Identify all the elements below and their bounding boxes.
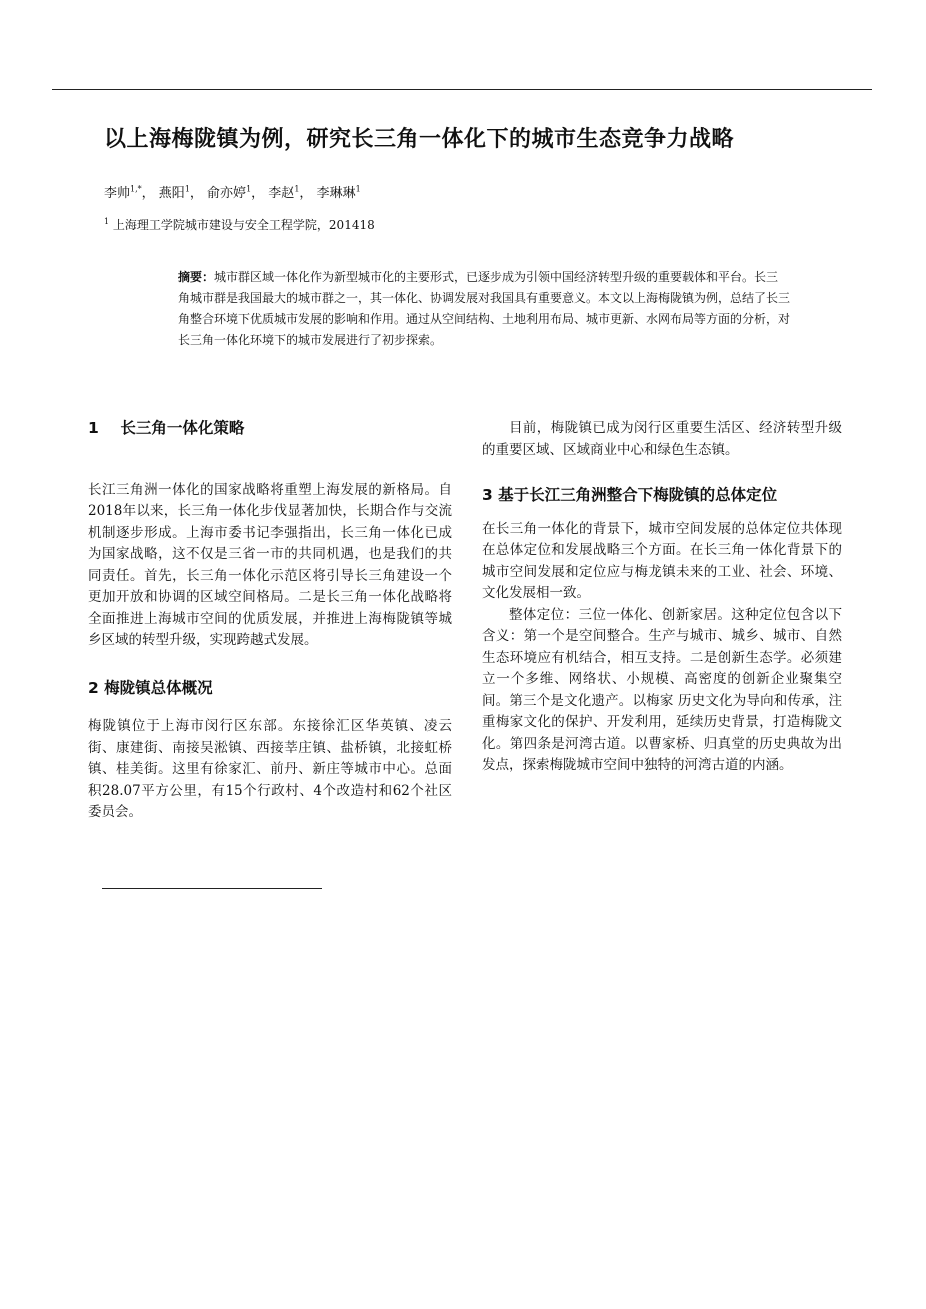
author-name: 俞亦婷 — [207, 186, 247, 201]
left-column — [88, 418, 452, 824]
abstract-label: 摘要： — [178, 270, 215, 284]
section-2-continued-paragraph: 目前，梅陇镇已成为闵行区重要生活区、经济转型升级的重要区域、区域商业中心和绿色生态镇。 — [482, 420, 842, 458]
author-list: 李帅$^{1,*}$， 燕阳$^1$， 俞亦婷$^1$， 李赵$^1$， 李琳琳$^1$ — [104, 184, 361, 201]
abstract — [178, 267, 790, 351]
footnote-rule — [102, 888, 322, 889]
author-name: 燕阳 — [158, 186, 185, 201]
author-name: 李帅 — [104, 186, 131, 201]
section-1-heading: 1 长三角一体化策略 — [88, 419, 245, 437]
author-affil-mark: 1,* — [130, 184, 142, 194]
paper-title: 以上海梅陇镇为例，研究长三角一体化下的城市生态竞争力战略 — [104, 127, 735, 152]
author-name: 李琳琳 — [316, 186, 356, 201]
author-name: 李赵 — [268, 186, 295, 201]
author-affil-mark: 1 — [355, 184, 361, 194]
affiliation-mark: 1 — [104, 217, 110, 226]
section-3-paragraph-2: 整体定位：三位一体化、创新家居。这种定位包含以下含义：第一个是空间整合。生产与城市、城乡、城市、自然生态环境应有机结合，相互支持。二是创新生态学。必须建立一个多维、网络状、小规模、高密度的创新企业聚集空间。第三个是文化遗产。以梅家 历史文化为导向和传承，注重梅家文化的保护、开发利用，延续历史背景，打造梅陇文化。第四条是河湾古道。以曹家桥、归真堂的历史典故为出发点，探索梅陇城市空间中独特的河湾古道的内涵。 — [482, 606, 842, 773]
affiliation-text: 上海理工学院城市建设与安全工程学院，201418 — [112, 218, 375, 232]
section-3-heading: 3 基于长江三角洲整合下梅陇镇的总体定位 — [482, 486, 778, 504]
author-affil-mark: 1 — [246, 184, 252, 194]
section-2-paragraph: 梅陇镇位于上海市闵行区东部。东接徐汇区华英镇、凌云街、康建街、南接吴淞镇、西接莘庄镇、盐桥镇，北接虹桥镇、桂美街。这里有徐家汇、前丹、新庄等城市中心。总面积28.07平方公里，有15个行政村、4个改造村和62个社区委员会。 — [88, 718, 452, 820]
author-affil-mark: 1 — [294, 184, 300, 194]
right-column — [482, 418, 842, 777]
section-1-paragraph: 长江三角洲一体化的国家战略将重塑上海发展的新格局。自2018年以来，长三角一体化步伐显著加快，长期合作与交流机制逐步形成。上海市委书记李强指出，长三角一体化已成为国家战略，这不仅是三省一市的共同机遇，也是我们的共同责任。首先，长三角一体化示范区将引导长三角建设一个更加开放和协调的区域空间格局。二是长三角一体化战略将全面推进上海城市空间的优质发展，并推进上海梅陇镇等城乡区域的转型升级，实现跨越式发展。 — [88, 481, 452, 648]
affiliation — [104, 216, 375, 233]
section-3-paragraph-1: 在长三角一体化的背景下，城市空间发展的总体定位共体现在总体定位和发展战略三个方面。在长三角一体化背景下的城市空间发展和定位应与梅龙镇未来的工业、社会、环境、文化发展相一致。 — [482, 520, 842, 601]
author-affil-mark: 1 — [184, 184, 190, 194]
section-2-heading: 2 梅陇镇总体概况 — [88, 678, 213, 697]
abstract-text: 城市群区域一体化作为新型城市化的主要形式，已逐步成为引领中国经济转型升级的重要载体和平台。长三角城市群是我国最大的城市群之一，其一体化、协调发展对我国具有重要意义。本文以上海梅陇镇为例，总结了长三角整合环境下优质城市发展的影响和作用。通过从空间结构、土地利用布局、城市更新、水网布局等方面的分析，对长三角一体化环境下的城市发展进行了初步探索。 — [178, 270, 791, 347]
header-rule — [52, 89, 872, 90]
